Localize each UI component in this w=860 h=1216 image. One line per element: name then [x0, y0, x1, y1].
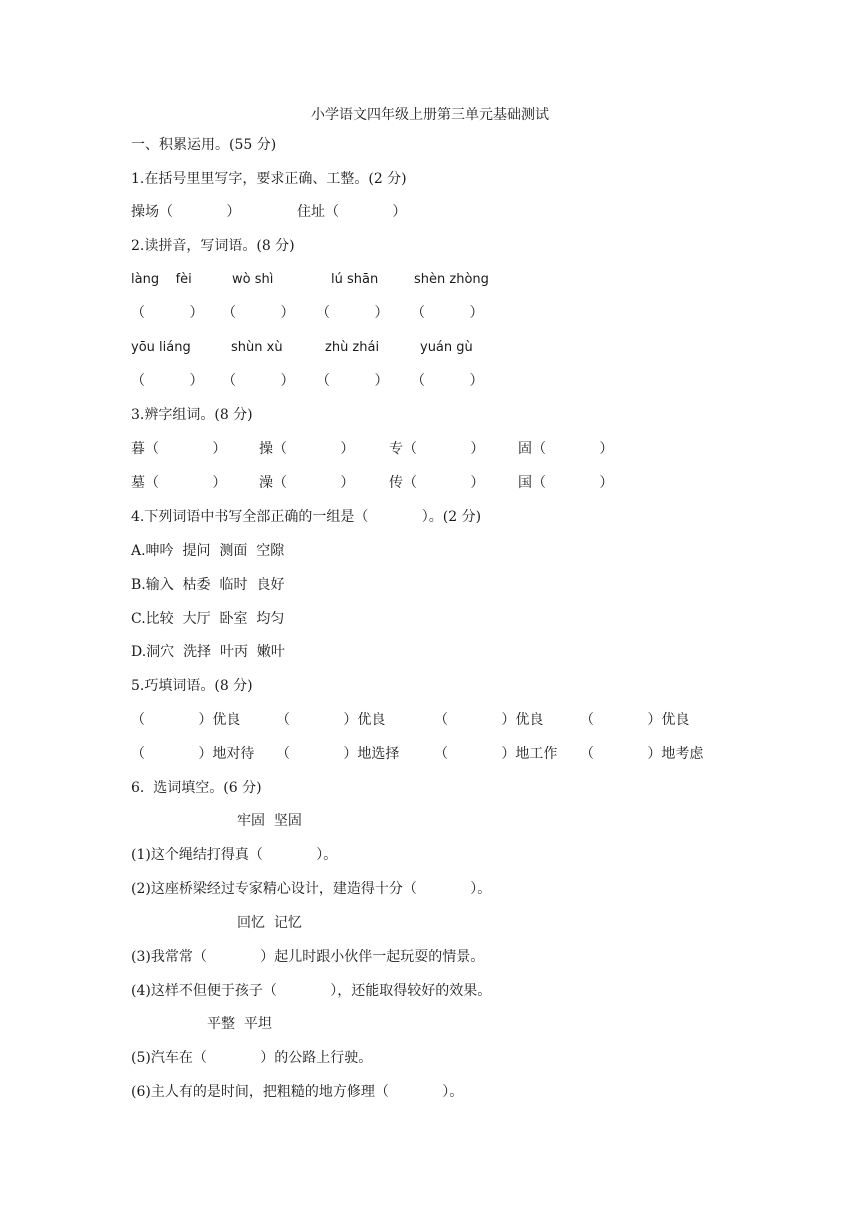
- q6-sentence: (2)这座桥梁经过专家精心设计，建造得十分（ ）。: [131, 881, 492, 897]
- q2-heading: 2.读拼音，写词语。(8 分): [131, 238, 295, 254]
- q6-sentence: (3)我常常（ ）起儿时跟小伙伴一起玩耍的情景。: [131, 949, 485, 965]
- q4-option: C.比较 大厅 卧室 均匀: [131, 611, 285, 627]
- word-choices: 平整 平坦: [207, 1016, 272, 1032]
- q5-item: （ ）优良: [580, 712, 690, 728]
- answer-blank: （ ）: [316, 373, 389, 389]
- pinyin: wò shì: [232, 272, 274, 287]
- q4-heading: 4.下列词语中书写全部正确的一组是（ ）。(2 分): [131, 509, 482, 525]
- q3-item: 暮（ ）: [131, 441, 227, 457]
- q1-item: 住址（ ）: [297, 204, 407, 220]
- q4-option: A.呻吟 提问 测面 空隙: [131, 543, 285, 559]
- q4-option: B.输入 枯委 临时 良好: [131, 577, 285, 593]
- q5-item: （ ）优良: [276, 712, 386, 728]
- q3-item: 固（ ）: [518, 441, 614, 457]
- answer-blank: （ ）: [222, 305, 295, 321]
- q5-item: （ ）地对待: [131, 746, 255, 762]
- q3-item: 国（ ）: [518, 475, 614, 491]
- answer-blank: （ ）: [222, 373, 295, 389]
- word-choices: 回忆 记忆: [237, 915, 302, 931]
- answer-blank: （ ）: [411, 305, 484, 321]
- q4-option: D.洞穴 洗择 叶丙 嫩叶: [131, 644, 285, 660]
- q5-item: （ ）地工作: [434, 746, 558, 762]
- pinyin: yōu liáng: [131, 340, 191, 355]
- page-title: 小学语文四年级上册第三单元基础测试: [311, 107, 549, 123]
- q5-heading: 5.巧填词语。(8 分): [131, 678, 253, 694]
- answer-blank: （ ）: [316, 305, 389, 321]
- pinyin: zhù zhái: [325, 340, 380, 355]
- answer-blank: （ ）: [131, 373, 204, 389]
- word-choices: 牢固 坚固: [237, 813, 302, 829]
- q6-sentence: (6)主人有的是时间，把粗糙的地方修理（ ）。: [131, 1084, 464, 1100]
- q3-item: 操（ ）: [259, 441, 355, 457]
- q3-item: 墓（ ）: [131, 475, 227, 491]
- q6-heading: 6. 选词填空。(6 分): [131, 780, 262, 796]
- answer-blank: （ ）: [131, 305, 204, 321]
- q5-item: （ ）地考虑: [580, 746, 704, 762]
- q3-item: 传（ ）: [389, 475, 485, 491]
- q6-sentence: (5)汽车在（ ）的公路上行驶。: [131, 1050, 373, 1066]
- pinyin: yuán gù: [420, 340, 473, 355]
- q3-heading: 3.辨字组词。(8 分): [131, 407, 253, 423]
- section-heading: 一、积累运用。(55 分): [131, 137, 277, 153]
- q6-sentence: (4)这样不但便于孩子（ ），还能取得较好的效果。: [131, 983, 492, 999]
- q5-item: （ ）优良: [131, 712, 241, 728]
- q3-item: 专（ ）: [389, 441, 485, 457]
- pinyin: shèn zhòng: [414, 272, 489, 287]
- q3-item: 澡（ ）: [259, 475, 355, 491]
- q6-sentence: (1)这个绳结打得真（ ）。: [131, 847, 338, 863]
- pinyin: lú shān: [331, 272, 379, 287]
- pinyin: làng fèi: [131, 272, 192, 287]
- q5-item: （ ）优良: [434, 712, 544, 728]
- q1-item: 操场（ ）: [131, 204, 241, 220]
- q1-heading: 1.在括号里里写字，要求正确、工整。(2 分): [131, 171, 407, 187]
- answer-blank: （ ）: [411, 373, 484, 389]
- pinyin: shùn xù: [231, 340, 283, 355]
- q5-item: （ ）地选择: [276, 746, 400, 762]
